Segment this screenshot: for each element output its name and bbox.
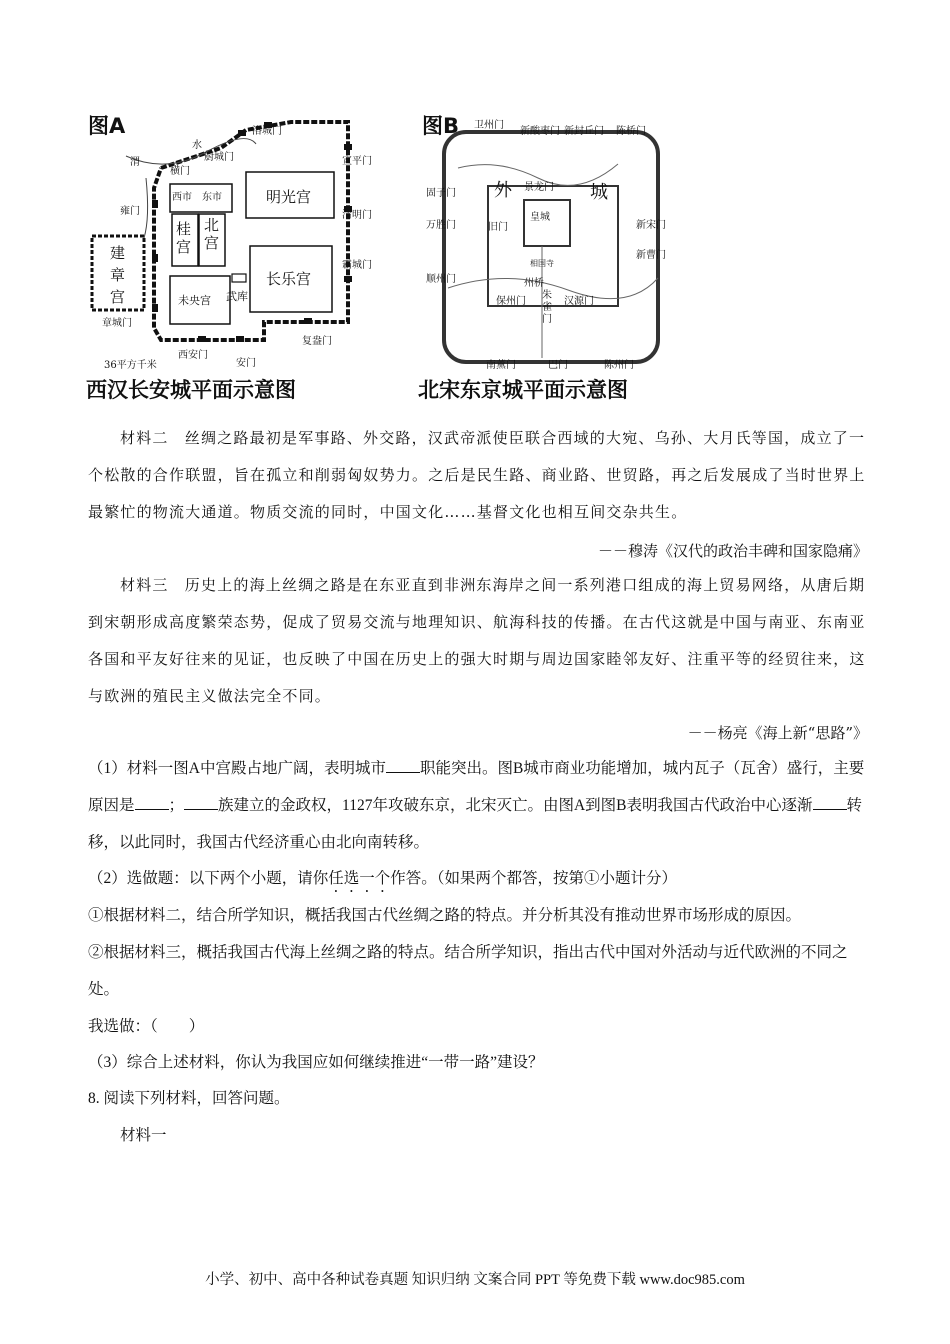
q2-emphasis-text: 任选一个 bbox=[328, 870, 391, 887]
map-label-qingming-gate: 清明门 bbox=[342, 210, 372, 221]
map-label-cheng: 城 bbox=[590, 182, 608, 203]
map-label-xinsong-gate: 新宋门 bbox=[636, 220, 666, 231]
map-label-xinfengqiu-gate: 新封丘门 bbox=[564, 126, 604, 137]
map-label-bacheng-gate: 霸城门 bbox=[342, 260, 372, 271]
q2-intro-text-b: 作答。（如果两个都答，按第①小题计分） bbox=[390, 870, 678, 887]
map-label-zhouqiao: 州桥 bbox=[524, 278, 544, 289]
map-label-zhuque-gate: 朱雀门 bbox=[542, 290, 552, 325]
figure-b-label: 图B bbox=[422, 114, 460, 138]
map-label-dongshi: 东市 bbox=[202, 192, 222, 203]
figure-a-label: 图A bbox=[88, 114, 126, 138]
map-label-chenzhou-gate: 陈州门 bbox=[604, 360, 634, 371]
map-label-shui: 水 bbox=[192, 140, 202, 151]
map-label-weiyang-palace: 未央宫 bbox=[178, 294, 211, 307]
q1-text-part5: 转移，以此同时，我国古代经济重心由北向南转移。 bbox=[88, 797, 863, 851]
answer-blank-4[interactable] bbox=[813, 795, 847, 810]
map-label-xiangguosi: 相国寺 bbox=[530, 259, 554, 268]
question-two-intro bbox=[88, 860, 868, 897]
q1-text-part4: 族建立的金政权，1127年攻破东京，北宋灭亡。由图A到图B表明我国古代政治中心逐渐 bbox=[218, 797, 813, 814]
map-label-yong-gate: 雍门 bbox=[120, 206, 140, 217]
map-label-huangcheng: 皇城 bbox=[530, 212, 550, 223]
material-three-source: －－杨亮《海上新“思路”》 bbox=[687, 724, 868, 742]
map-label-ba-gate: 巴门 bbox=[548, 360, 568, 371]
map-label-zhangcheng-gate: 章城门 bbox=[102, 318, 132, 329]
q1-text-part3: ； bbox=[168, 797, 185, 814]
question-two-choice[interactable]: 我选做：（ ） bbox=[88, 1018, 205, 1035]
map-label-nan-gate: 南薰门 bbox=[486, 360, 516, 371]
map-label-shunzhou-gate: 顺州门 bbox=[426, 274, 456, 285]
answer-blank-1[interactable] bbox=[386, 758, 420, 773]
map-label-an-gate: 安门 bbox=[236, 358, 256, 369]
map-label-changle-palace: 长乐宫 bbox=[266, 270, 312, 288]
figure-a-changan-map bbox=[86, 108, 404, 404]
answer-blank-2[interactable] bbox=[135, 795, 169, 810]
q1-text-part1: （1）材料一图A中宫殿占地广阔，表明城市 bbox=[88, 760, 386, 777]
figure-a-caption: 西汉长安城平面示意图 bbox=[86, 378, 296, 402]
q1-text-part2: 职能突出。图B城市商业功能增加，城内瓦子（瓦舍）盛行，主要原因是 bbox=[88, 760, 865, 814]
map-label-chenqiao-gate: 陈桥门 bbox=[616, 126, 646, 137]
material-three-paragraph: 材料三 历史上的海上丝绸之路是在东亚直到非洲东海岸之间一系列港口组成的海上贸易网络，从唐后期到宋朝形成高度繁荣态势，促成了贸易交流与地理知识、航海科技的传播。在古代这就是中国与南亚、东南亚各国和平友好往来的见证，也反映了中国在历史上的强大时期与周边国家睦邻友好、注重平等的经贸往来，这与欧洲的殖民主义做法完全不同。 bbox=[88, 576, 866, 705]
material-two-paragraph: 材料二 丝绸之路最初是军事路、外交路，汉武帝派使臣联合西域的大宛、乌孙、大月氏等国，成立了一个松散的合作联盟，旨在孤立和削弱匈奴势力。之后是民生路、商业路、世贸路，再之后发展成了当时世界上最繁忙的物流大通道。物质交流的同时，中国文化……基督文化也相互间交杂共生。 bbox=[88, 429, 866, 521]
map-label-mingguang-palace: 明光宫 bbox=[266, 188, 312, 206]
page-footer: 小学、初中、高中各种试卷真题 知识归纳 文案合同 PPT 等免费下载 www.doc985.com bbox=[205, 1272, 745, 1288]
map-label-xinsuanzao-gate: 新酸枣门 bbox=[520, 126, 560, 137]
map-label-chucheng-gate: 厨城门 bbox=[204, 152, 234, 163]
material-one-label: 材料一 bbox=[120, 1127, 167, 1144]
question-three: （3）综合上述材料，你认为我国应如何继续推进“一带一路”建设？ bbox=[88, 1054, 544, 1071]
map-label-wei: 渭 bbox=[130, 157, 140, 168]
material-two-source: －－穆涛《汉代的政治丰碑和国家隐痛》 bbox=[597, 542, 868, 560]
map-scale-label: 36平方千米 bbox=[104, 360, 157, 371]
map-label-gui-palace: 桂宫 bbox=[176, 220, 192, 256]
map-label-xian-gate: 西安门 bbox=[178, 350, 208, 361]
map-label-luocheng-gate: 洛城门 bbox=[252, 126, 282, 137]
question-two-option-two: ②根据材料三，概括我国古代海上丝绸之路的特点。结合所学知识，指出古代中国对外活动与近代欧洲的不同之处。 bbox=[88, 944, 848, 998]
map-label-wansheng-gate: 万胜门 bbox=[426, 220, 456, 231]
map-label-jinglong-gate: 景龙门 bbox=[524, 182, 554, 193]
figure-b-caption: 北宋东京城平面示意图 bbox=[418, 378, 628, 402]
map-label-heng-gate: 横门 bbox=[170, 166, 190, 177]
map-label-bei-palace: 北宫 bbox=[204, 216, 220, 252]
map-label-xishi: 西市 bbox=[172, 192, 192, 203]
map-label-baozhou-gate: 保州门 bbox=[496, 296, 526, 307]
answer-blank-3[interactable] bbox=[184, 795, 218, 810]
q2-intro-text-a: （2）选做题：以下两个小题，请你 bbox=[88, 870, 329, 887]
map-label-wai: 外 bbox=[494, 180, 512, 201]
figure-b-dongjing-map bbox=[418, 108, 674, 404]
map-label-jiu-gate: 旧门 bbox=[488, 222, 508, 233]
map-label-xuanping-gate: 宣平门 bbox=[342, 156, 372, 167]
map-label-guzi-gate: 固子门 bbox=[426, 188, 456, 199]
question-two-option-one: ①根据材料二，结合所学知识，概括我国古代丝绸之路的特点。并分析其没有推动世界市场形成的原因。 bbox=[88, 907, 802, 924]
question-eight-heading: 8. 阅读下列材料，回答问题。 bbox=[88, 1090, 290, 1107]
question-one bbox=[88, 750, 868, 861]
map-label-fuang-gate: 复盎门 bbox=[302, 336, 332, 347]
map-label-jianzhang-palace: 建章宫 bbox=[110, 244, 126, 306]
map-label-hanyuan-gate: 汉源门 bbox=[564, 296, 594, 307]
map-label-weizhou-gate: 卫州门 bbox=[474, 120, 504, 131]
map-label-wuku: 武库 bbox=[226, 290, 248, 303]
map-label-xincao-gate: 新曹门 bbox=[636, 250, 666, 261]
